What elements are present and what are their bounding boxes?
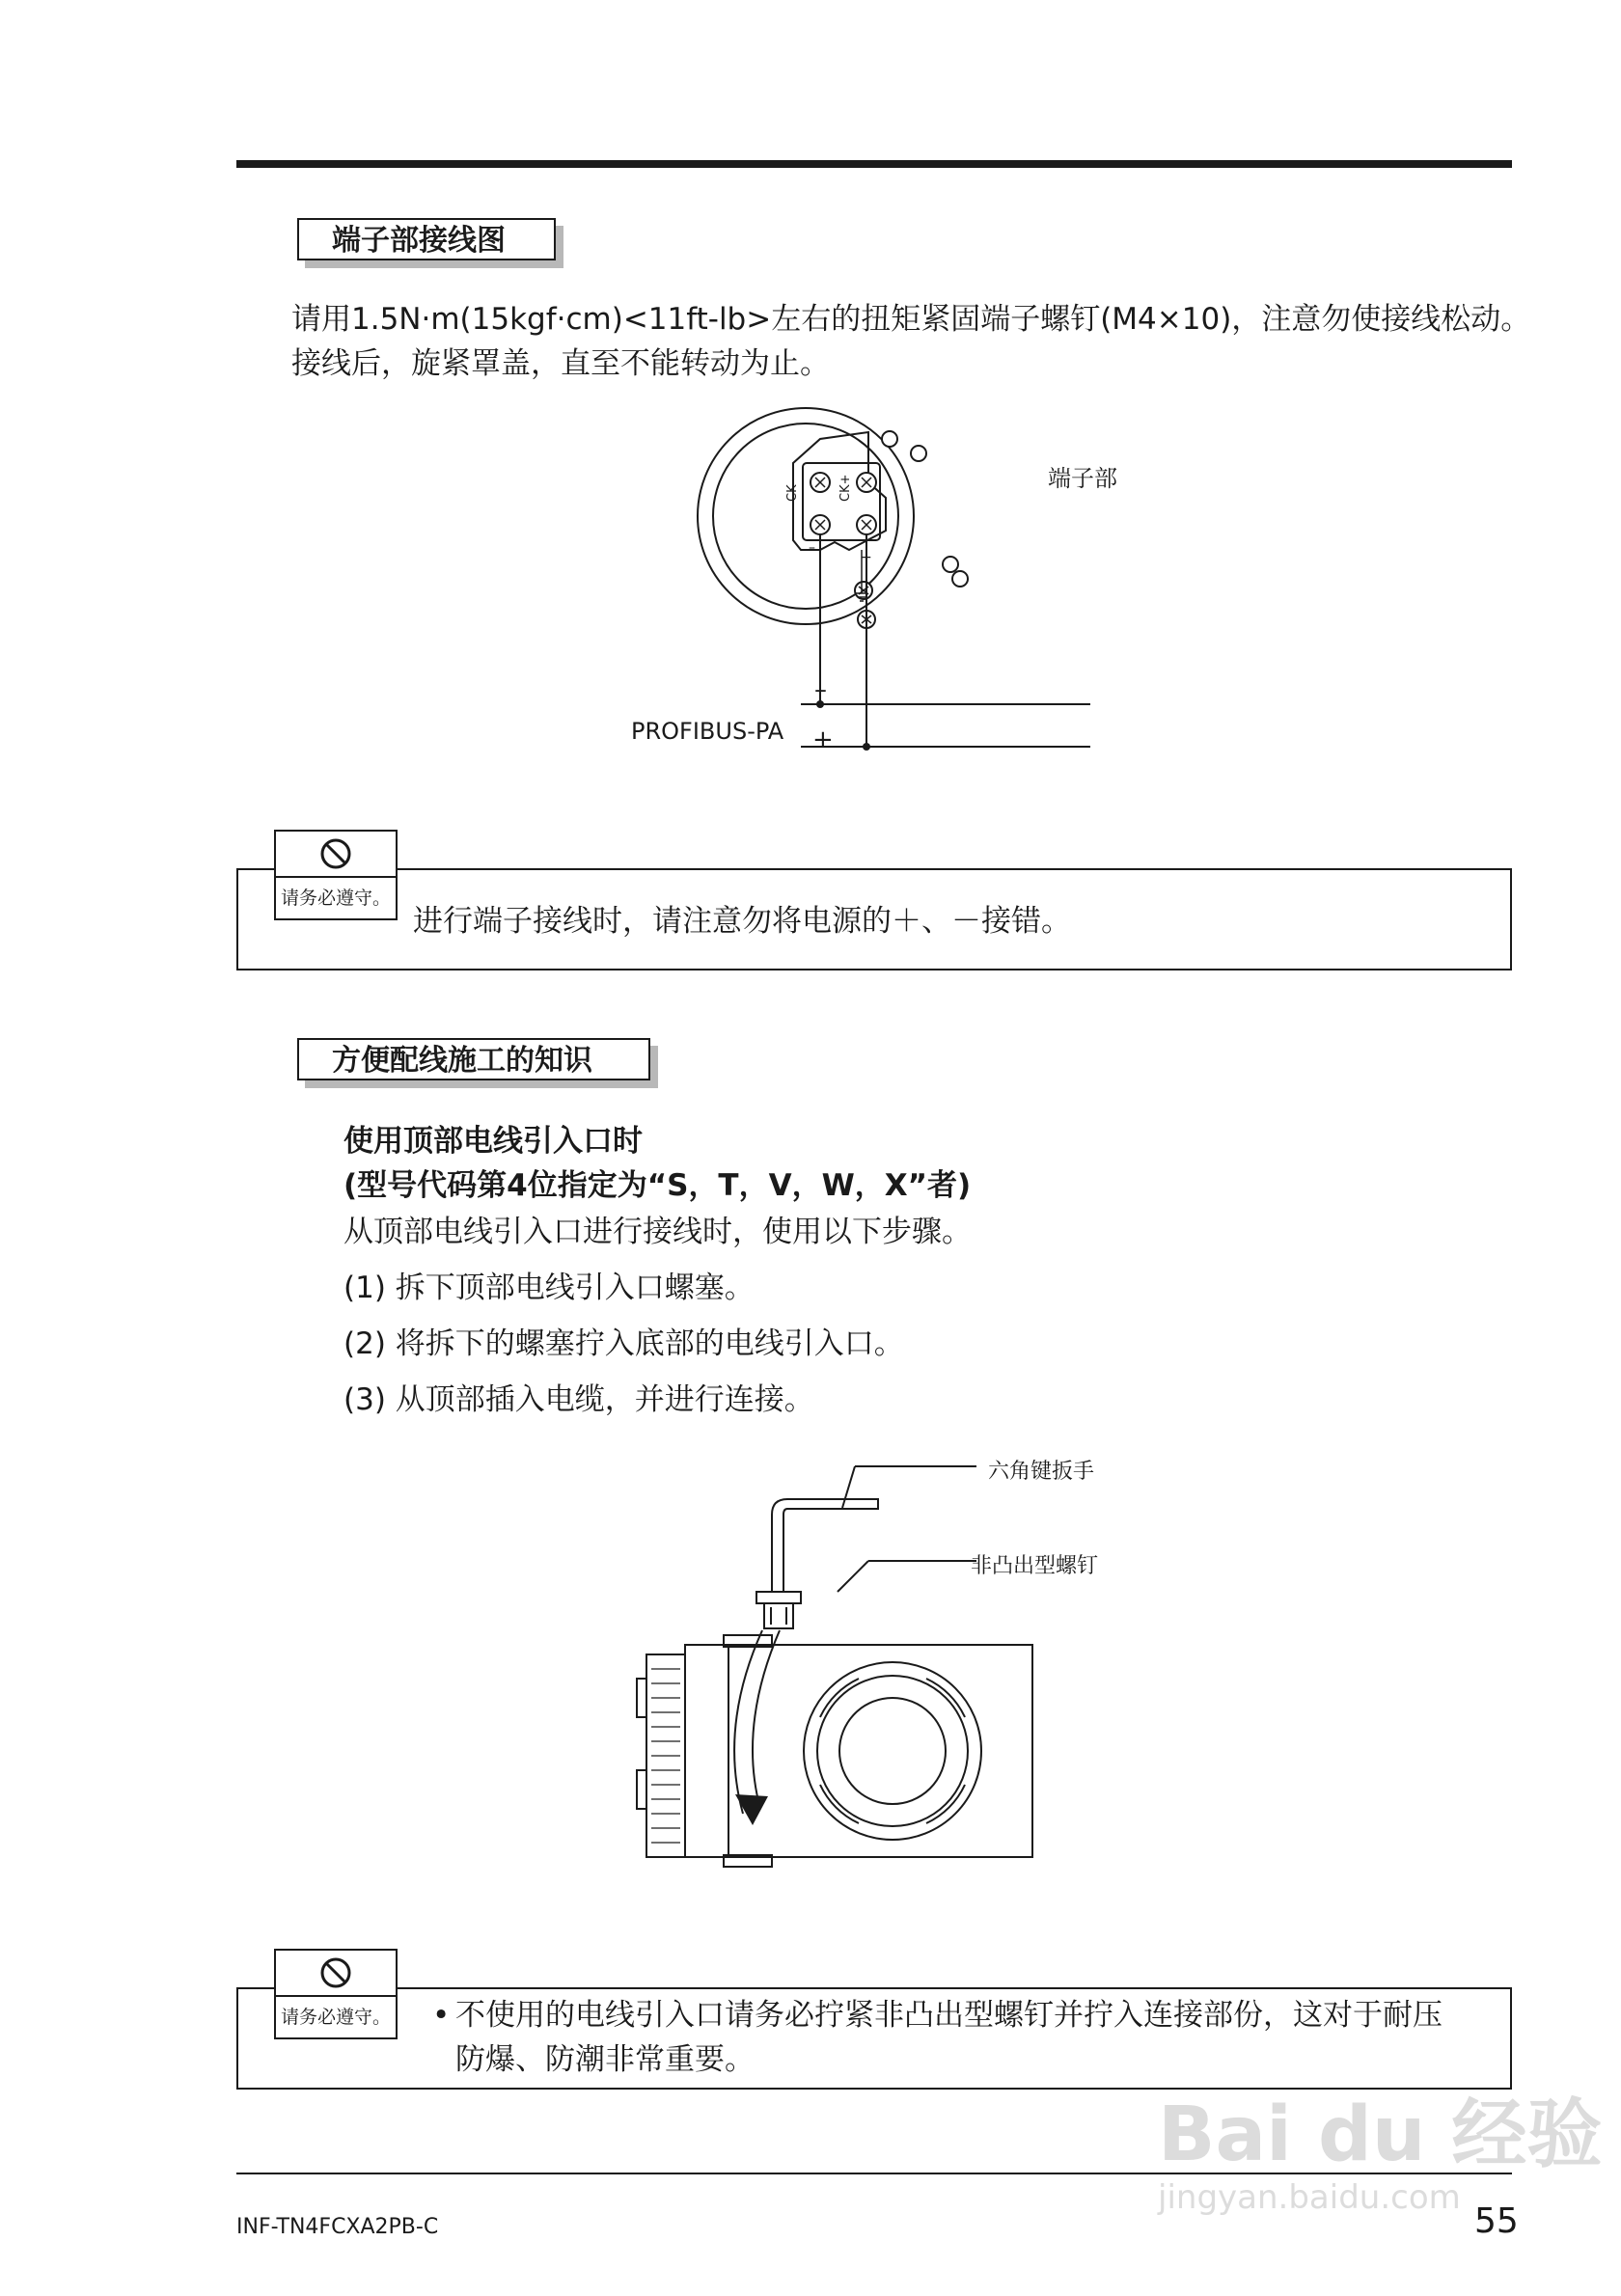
document-code: INF-TN4FCXA2PB-C (236, 2215, 439, 2239)
notice-badge (274, 830, 398, 920)
terminal-plus-mark: + (861, 550, 872, 565)
notice-text-unused-entry-line2: 防爆、防潮非常重要。 (455, 2042, 755, 2077)
bus-plus-label: + (812, 725, 834, 754)
profibus-label: PROFIBUS-PA (631, 718, 784, 745)
subheading-model-code: (型号代码第4位指定为“S，T，V，W，X”者) (343, 1168, 972, 1203)
terminal-wiring-diagram (579, 405, 1119, 772)
page-number: 55 (1474, 2201, 1519, 2241)
terminal-minus-mark: – (809, 540, 815, 556)
terminal-label: 端子部 (1048, 465, 1117, 492)
subheading-top-entry: 使用顶部电线引入口时 (343, 1124, 643, 1159)
ck-plus-label: CK+ (838, 474, 853, 502)
step-2: (2) 将拆下的螺塞拧入底部的电线引入口。 (343, 1326, 904, 1361)
badge-label: 请务必遵守。 (280, 888, 391, 909)
watermark-url: jingyan.baidu.com (1158, 2178, 1461, 2217)
notice-bullet: • (432, 1998, 451, 2033)
notice-badge-2 (274, 1949, 398, 2039)
section-heading-wiring: 端子部接线图 (297, 218, 556, 260)
prohibition-icon-2 (276, 1951, 396, 1997)
step-1: (1) 拆下顶部电线引入口螺塞。 (343, 1271, 755, 1305)
step-3: (3) 从顶部插入电缆，并进行连接。 (343, 1382, 814, 1417)
prohibition-icon (276, 832, 396, 878)
ck-minus-label: CK– (785, 478, 800, 502)
hex-wrench-label: 六角键扳手 (988, 1460, 1095, 1484)
flush-screw-label: 非凸出型螺钉 (971, 1554, 1099, 1578)
procedure-intro: 从顶部电线引入口进行接线时，使用以下步骤。 (343, 1215, 972, 1249)
badge-label-2: 请务必遵守。 (280, 2007, 391, 2028)
wrench-screw-diagram (618, 1437, 1119, 1900)
baidu-watermark: Bai du 经验 (1158, 2091, 1603, 2178)
top-rule (236, 160, 1512, 168)
notice-text-polarity: 进行端子接线时，请注意勿将电源的＋、－接错。 (413, 904, 1071, 939)
notice-text-unused-entry-line1: 不使用的电线引入口请务必拧紧非凸出型螺钉并拧入连接部份，这对于耐压 (455, 1998, 1442, 2033)
wiring-instruction-line1: 请用1.5N·m(15kgf·cm)<11ft-lb>左右的扭矩紧固端子螺钉(M4×10)，注意勿使接线松动。 (291, 302, 1531, 337)
section-heading-wiring-tips: 方便配线施工的知识 (297, 1038, 650, 1080)
bus-minus-label: – (814, 675, 827, 704)
wiring-instruction-line2: 接线后，旋紧罩盖，直至不能转动为止。 (291, 346, 830, 381)
